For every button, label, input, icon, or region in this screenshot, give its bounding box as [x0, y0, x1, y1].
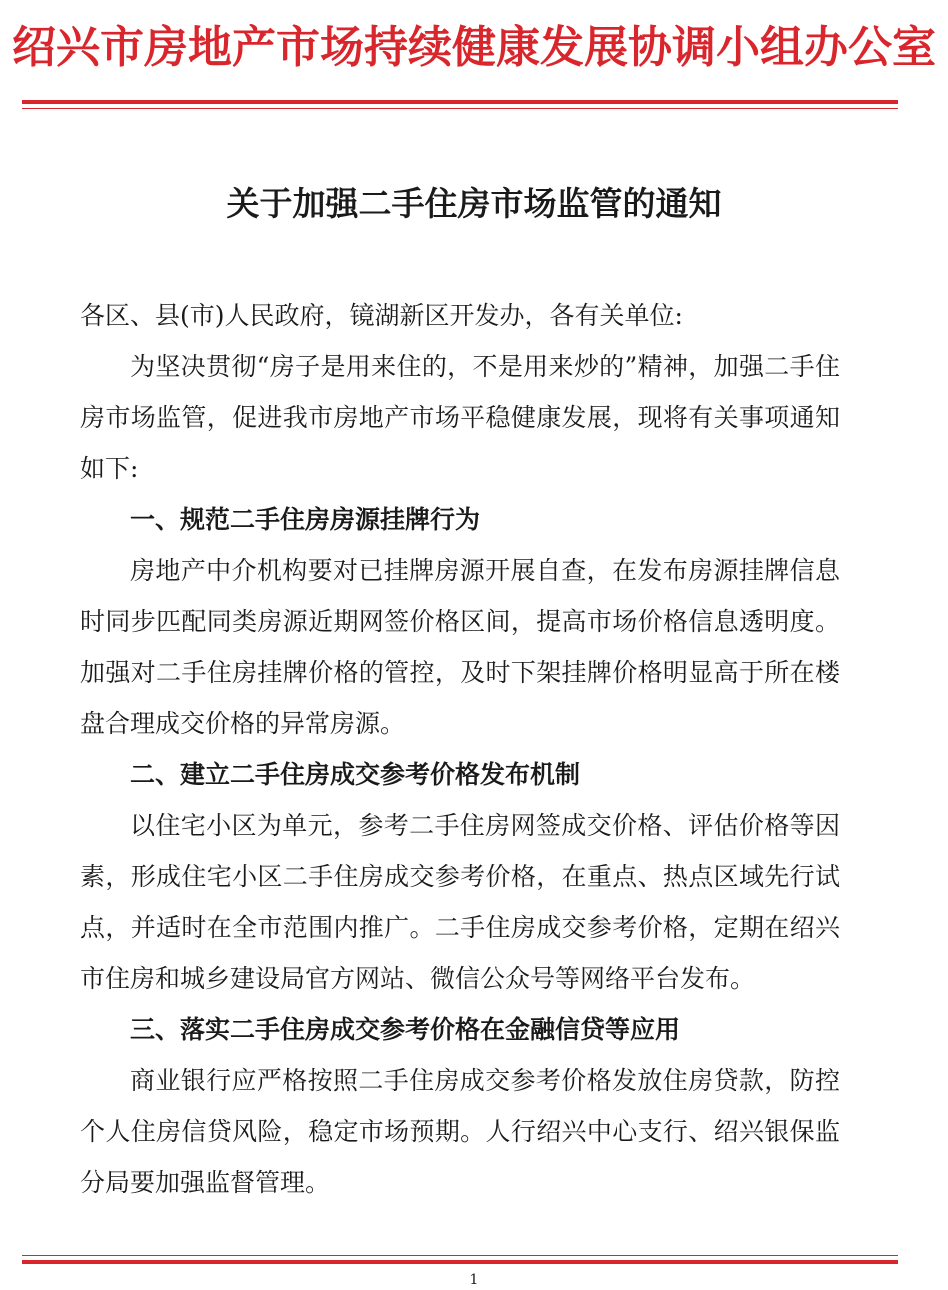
header-rule-thin [22, 108, 898, 109]
section-body-3: 商业银行应严格按照二手住房成交参考价格发放住房贷款，防控个人住房信贷风险，稳定市场预期。人行绍兴中心支行、绍兴银保监分局要加强监督管理。 [80, 1066, 840, 1197]
page-number: 1 [469, 1272, 479, 1288]
document-title: 关于加强二手住房市场监管的通知 [226, 184, 722, 223]
section-body-1: 房地产中介机构要对已挂牌房源开展自查，在发布房源挂牌信息时同步匹配同类房源近期网签价格区间，提高市场价格信息透明度。加强对二手住房挂牌价格的管控，及时下架挂牌价格明显高于所在楼盘合理成交价格的异常房源。 [80, 556, 840, 738]
intro-paragraph: 为坚决贯彻“房子是用来住的，不是用来炒的”精神，加强二手住房市场监管，促进我市房地产市场平稳健康发展，现将有关事项通知如下: [80, 352, 840, 483]
footer-rule-thin [22, 1255, 898, 1256]
section-body-2: 以住宅小区为单元，参考二手住房网签成交价格、评估价格等因素，形成住宅小区二手住房成交参考价格，在重点、热点区域先行试点，并适时在全市范围内推广。二手住房成交参考价格，定期在绍兴市住房和城乡建设局官方网站、微信公众号等网络平台发布。 [80, 811, 840, 993]
document-body [80, 290, 840, 1208]
footer-rule-thick [22, 1260, 898, 1264]
salutation: 各区、县(市)人民政府，镜湖新区开发办，各有关单位: [80, 301, 683, 330]
issuer-masthead: 绍兴市房地产市场持续健康发展协调小组办公室 [12, 22, 936, 73]
header-rule-thick [22, 100, 898, 104]
section-heading-2: 二、建立二手住房成交参考价格发布机制 [130, 760, 581, 789]
section-heading-1: 一、规范二手住房房源挂牌行为 [130, 505, 481, 534]
section-heading-3: 三、落实二手住房成交参考价格在金融信贷等应用 [130, 1015, 681, 1044]
